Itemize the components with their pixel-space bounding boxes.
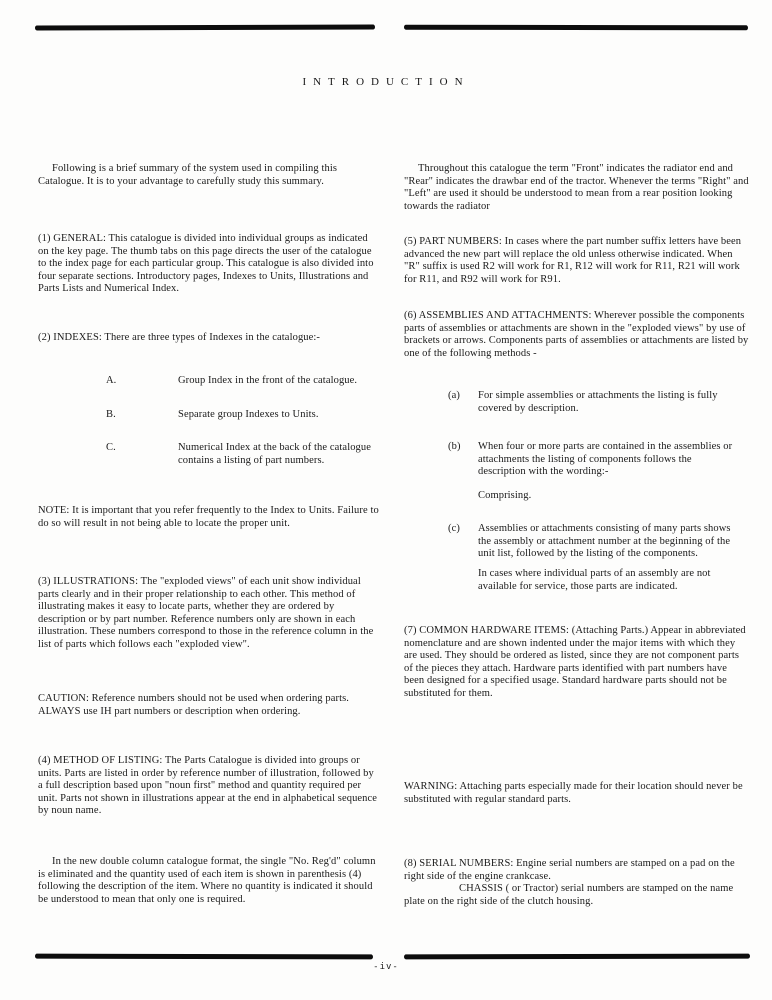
assemblies-item-b-label: (b) bbox=[448, 441, 461, 452]
index-item-c bbox=[38, 442, 448, 467]
index-item-b-label: B. bbox=[106, 409, 116, 420]
front-rear-paragraph: Throughout this catalogue the term "Front" indicates the radiator end and "Rear" indicates the drawbar end of the tractor. Whenever the terms "Right" and "Left" are used it should be understood to mean from a rear position looking towards the radiator bbox=[404, 163, 749, 212]
note-paragraph: NOTE: It is important that you refer frequently to the Index to Units. Failure to do so will result in not being able to locate the proper unit. bbox=[38, 505, 379, 529]
caution-paragraph: CAUTION: Reference numbers should not be used when ordering parts. ALWAYS use IH part numbers or description when ordering. bbox=[38, 693, 350, 717]
section-1-general: (1) GENERAL: This catalogue is divided into individual groups as indicated on the key page. The thumb tabs on this page directs the user of the catalogue to the index page for each particular group. This catalogue is also divided into four separate sections. Introductory pages, Indexes to Units, Illustrations and Parts Lists and Numerical Index. bbox=[38, 233, 374, 295]
serial-numbers-chassis-line: CHASSIS ( or Tractor) serial numbers are stamped on the name plate on the right side of the clutch housing. bbox=[404, 883, 734, 907]
assemblies-item-c-text: Assemblies or attachments consisting of many parts shows the assembly or attachment number at the beginning of the unit list, followed by the listing of the components. bbox=[478, 523, 731, 560]
index-item-a-label: A. bbox=[106, 375, 117, 386]
page-title: INTRODUCTION bbox=[302, 76, 470, 88]
comprising-label: Comprising. bbox=[478, 490, 532, 501]
bottom-rule-right bbox=[404, 954, 750, 960]
section-6-assemblies-heading: (6) ASSEMBLIES AND ATTACHMENTS: Wherever possible the components parts of assemblies or attachments are shown in the "exploded views" by use of brackets or arrows. Components parts of assemblies or attachments are listed by one of the following methods - bbox=[404, 310, 749, 359]
section-3-illustrations: (3) ILLUSTRATIONS: The "exploded views" of each unit show individual parts clearly and in their proper relationship to each other. This method of illustrating makes it easy to locate parts, whether they are ordered by description or by part number. Reference numbers only are shown in each illustration. These numbers correspond to those in the reference column in the list of parts which follows each "exploded view". bbox=[38, 576, 374, 650]
index-item-c-text: Numerical Index at the back of the catalogue contains a listing of part numbers. bbox=[178, 442, 372, 466]
assemblies-item-a-text: For simple assemblies or attachments the listing is fully covered by description. bbox=[478, 390, 718, 414]
assemblies-item-a bbox=[404, 390, 772, 415]
section-4-method-of-listing: (4) METHOD OF LISTING: The Parts Catalogue is divided into groups or units. Parts are listed in order by reference number of illustration, followed by a full description based upon "noun first" method and quantity required per unit. Parts not shown in illustrations appear at the end in alphabetical sequence by noun name. bbox=[38, 755, 378, 817]
top-rule-left bbox=[35, 25, 375, 31]
serial-numbers-engine-line: (8) SERIAL NUMBERS: Engine serial numbers are stamped on a pad on the right side of the engine crankcase. bbox=[404, 858, 735, 882]
page-number: -iv- bbox=[373, 962, 399, 972]
double-column-paragraph: In the new double column catalogue format, the single "No. Reg'd" column is eliminated and the quantity used of each item is shown in parenthesis (4) following the description of the item. Where no quantity is indicated it should be understood to mean that only one is required. bbox=[38, 856, 376, 905]
top-rule-right bbox=[404, 25, 748, 31]
assemblies-item-c bbox=[404, 523, 772, 561]
section-8-serial-numbers bbox=[404, 858, 749, 908]
index-item-b-text: Separate group Indexes to Units. bbox=[178, 409, 319, 420]
index-item-c-label: C. bbox=[106, 442, 116, 453]
assemblies-item-c-note: In cases where individual parts of an assembly are not available for service, those parts are indicated. bbox=[478, 568, 711, 592]
bottom-rule-left bbox=[35, 954, 373, 960]
index-item-b bbox=[38, 409, 448, 422]
section-5-part-numbers: (5) PART NUMBERS: In cases where the part number suffix letters have been advanced the new part will replace the old unless otherwise indicated. When "R" suffix is used R2 will work for R1, R12 will work for R11, R21 will work for R11, and R92 will work for R91. bbox=[404, 236, 742, 285]
assemblies-item-b bbox=[404, 441, 772, 479]
assemblies-item-b-text: When four or more parts are contained in the assemblies or attachments the listing of components follows the description with the wording:- bbox=[478, 441, 733, 478]
index-item-a bbox=[38, 375, 448, 388]
assemblies-item-a-label: (a) bbox=[448, 390, 460, 401]
assemblies-item-c-label: (c) bbox=[448, 523, 460, 534]
section-2-indexes-heading: (2) INDEXES: There are three types of Indexes in the catalogue:- bbox=[38, 332, 321, 343]
section-7-common-hardware: (7) COMMON HARDWARE ITEMS: (Attaching Parts.) Appear in abbreviated nomenclature and are shown indented under the major items with which they are used. They should be ordered as listed, since they are not component parts of the pieces they attach. Hardware parts identified with part numbers have been designed for a specified usage. Standard hardware parts should not be substituted for them. bbox=[404, 625, 746, 699]
index-item-a-text: Group Index in the front of the catalogue. bbox=[178, 375, 358, 386]
left-intro-paragraph: Following is a brief summary of the system used in compiling this Catalogue. It is to your advantage to carefully study this summary. bbox=[38, 163, 338, 187]
warning-paragraph: WARNING: Attaching parts especially made for their location should never be substituted with regular standard parts. bbox=[404, 781, 743, 805]
